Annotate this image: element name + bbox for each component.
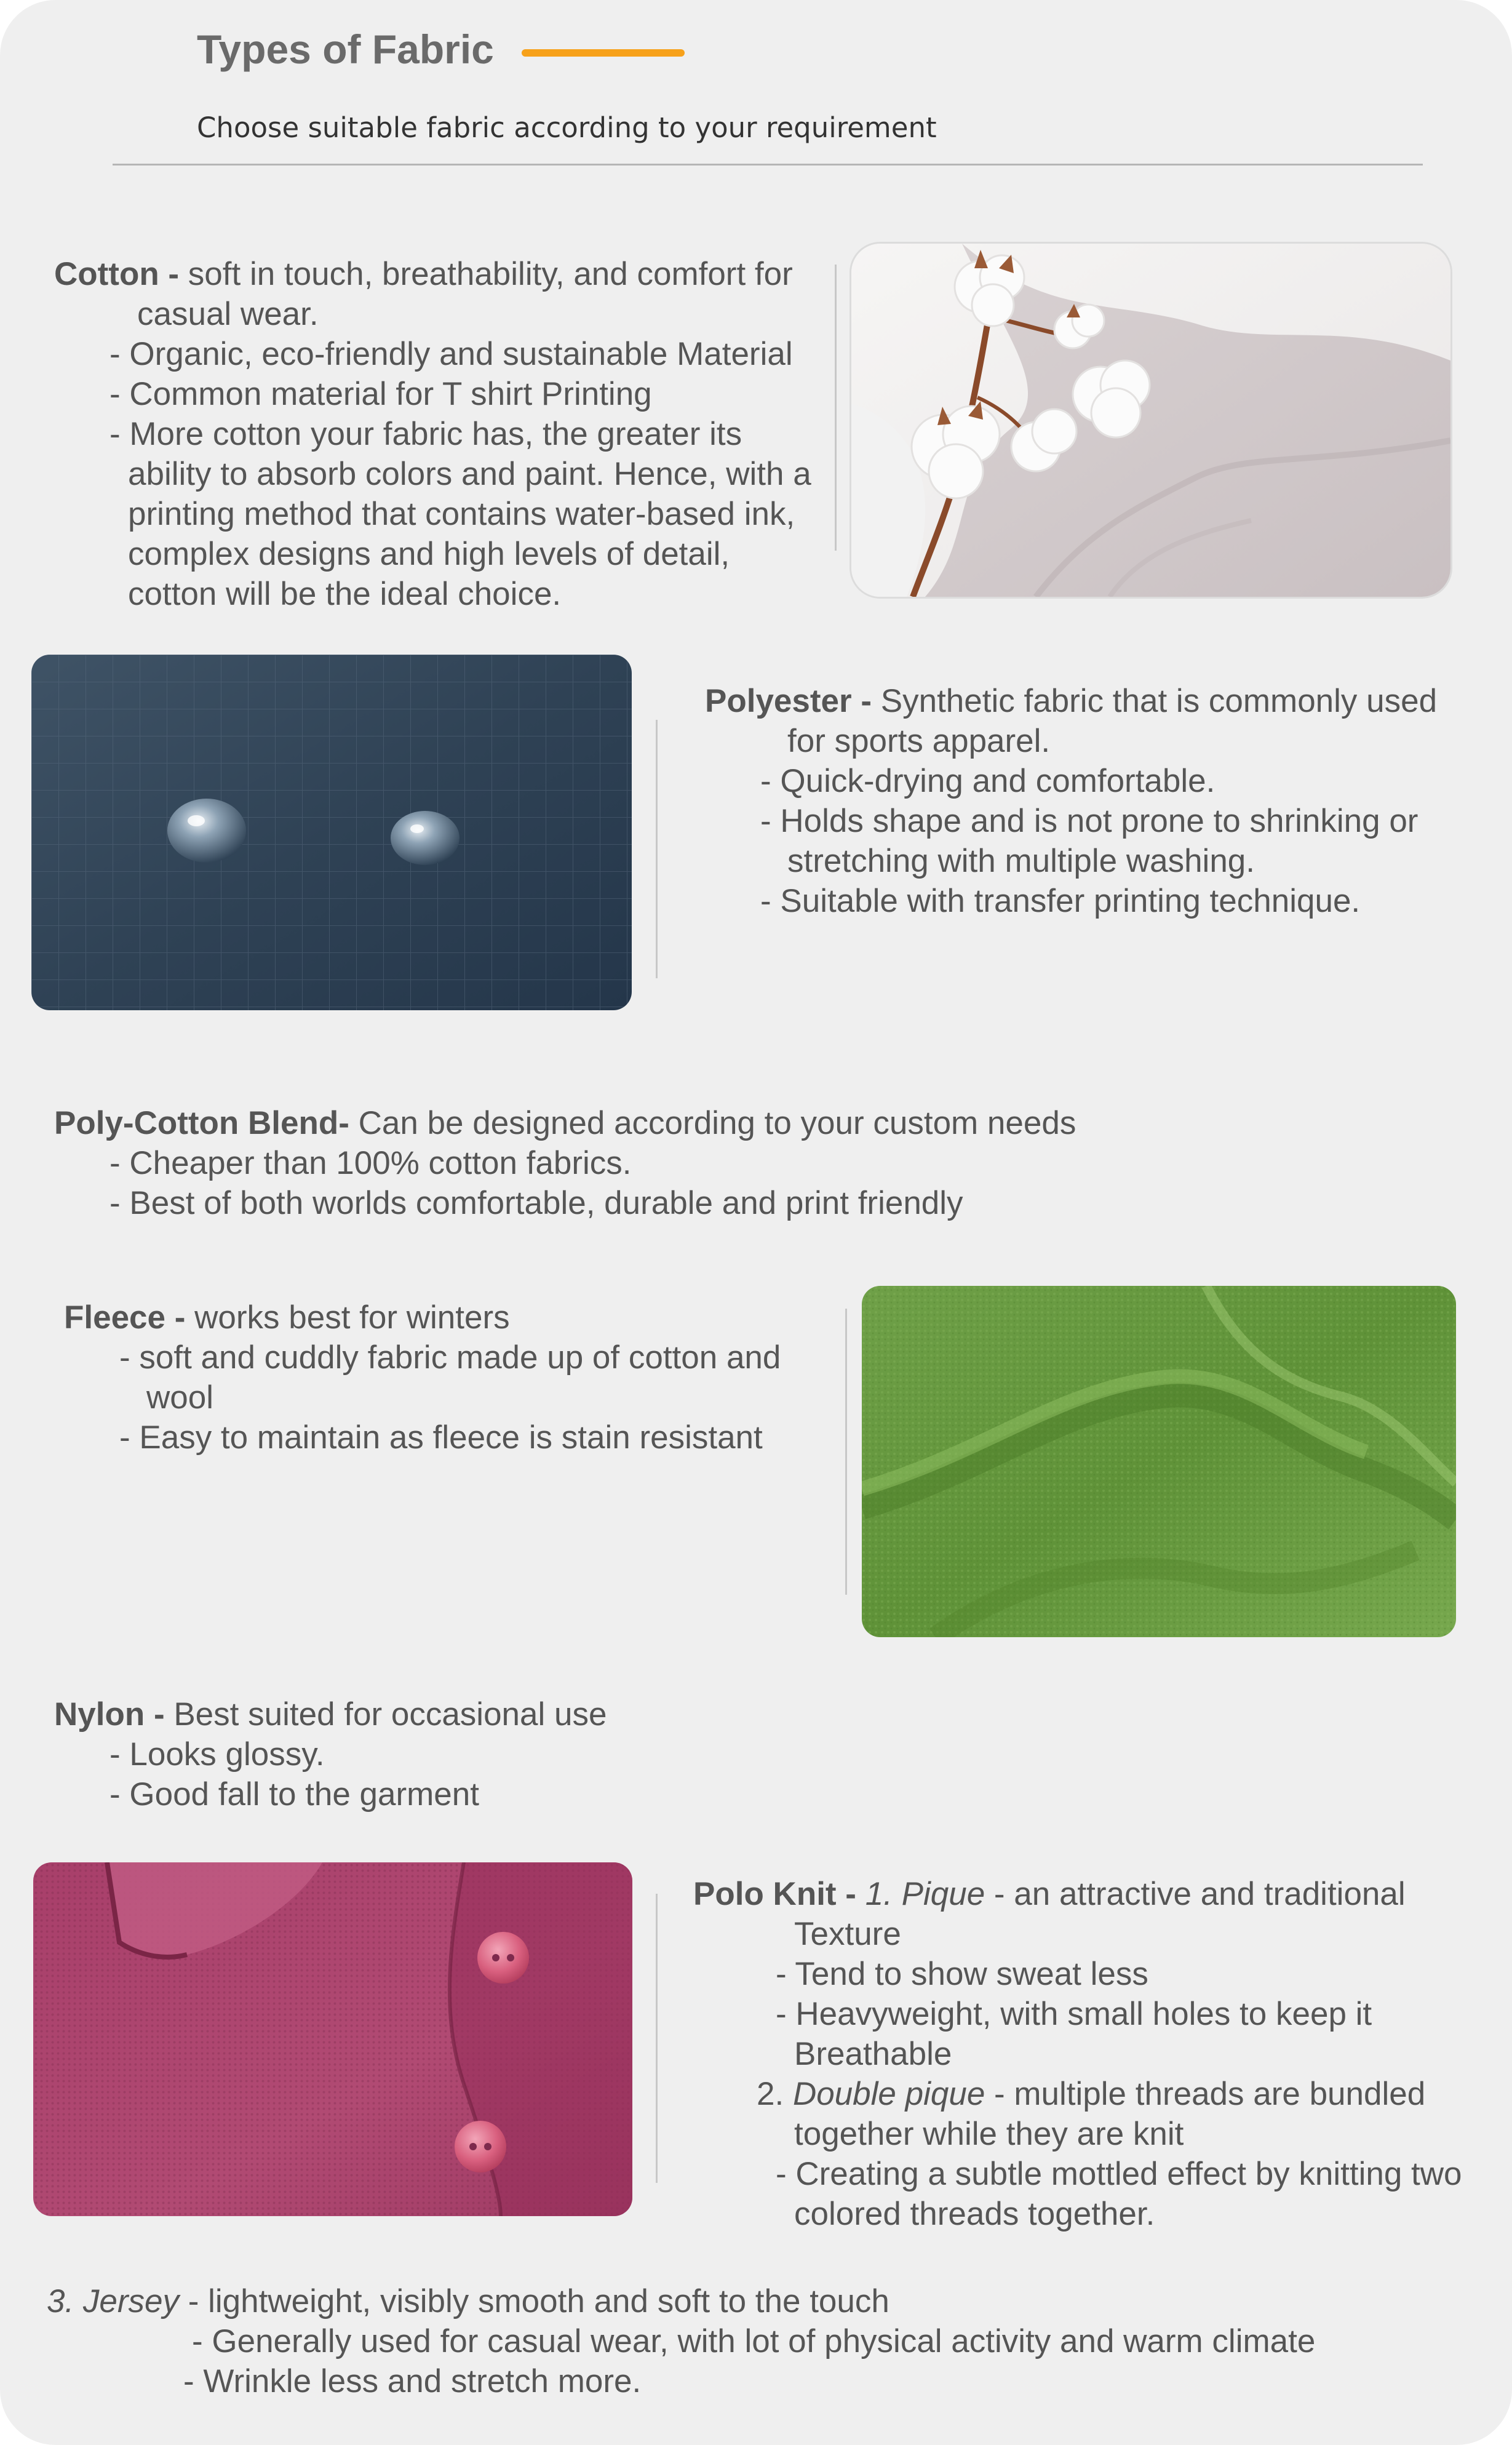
fleece-name: Fleece - <box>64 1299 186 1336</box>
cotton-flowers-photo <box>850 242 1452 599</box>
cotton-bullet-3-cont-1: ability to absorb colors and paint. Hence, with a <box>128 456 811 492</box>
polyester-section <box>705 681 1437 921</box>
polyester-name: Polyester - <box>705 683 872 719</box>
green-fleece-photo <box>862 1286 1456 1637</box>
polo-section <box>693 1874 1462 2234</box>
water-droplets-on-fabric-photo <box>31 655 632 1010</box>
cotton-divider <box>835 265 837 551</box>
page-subtitle: Choose suitable fabric according to your requirement <box>197 111 937 144</box>
cotton-section <box>54 254 811 614</box>
cotton-bullet-3-cont-2: printing method that contains water-based ink, <box>128 496 795 532</box>
cotton-line-2: casual wear. <box>137 296 319 332</box>
nylon-name: Nylon - <box>54 1696 165 1733</box>
cotton-bullet-2: - Common material for T shirt Printing <box>109 376 652 412</box>
polyester-bullet-3: - Suitable with transfer printing technique. <box>760 883 1361 919</box>
fleece-line-1: Fleece - works best for winters <box>64 1299 510 1336</box>
title-accent-bar <box>522 49 685 57</box>
polycotton-bullet-2: - Best of both worlds comfortable, durable and print friendly <box>109 1185 963 1221</box>
page-title: Types of Fabric <box>197 26 494 72</box>
header-divider <box>113 164 1423 166</box>
polycotton-name: Poly-Cotton Blend- <box>54 1105 349 1141</box>
jersey-bullet-2: - Wrinkle less and stretch more. <box>183 2363 642 2399</box>
jersey-bullet-1: - Generally used for casual wear, with lot of physical activity and warm climate <box>192 2323 1316 2359</box>
polo-divider <box>656 1894 658 2183</box>
polyester-divider <box>656 720 658 978</box>
polo-pique-bullet-1: - Tend to show sweat less <box>776 1956 1148 1992</box>
fleece-bullet-1-cont: wool <box>146 1379 214 1416</box>
cotton-bullet-1: - Organic, eco-friendly and sustainable Material <box>109 336 793 372</box>
polyester-bullet-2-cont: stretching with multiple washing. <box>787 843 1255 879</box>
polyester-bullet-1: - Quick-drying and comfortable. <box>760 763 1216 799</box>
nylon-line-1: Nylon - Best suited for occasional use <box>54 1696 607 1733</box>
polo-line-2: Texture <box>794 1916 901 1952</box>
cotton-bullet-3: - More cotton your fabric has, the greater its <box>109 416 742 452</box>
fleece-section <box>64 1298 781 1458</box>
polo-pique-bullet-2: - Heavyweight, with small holes to keep it <box>776 1996 1372 2032</box>
polyester-line-2: for sports apparel. <box>787 723 1051 759</box>
cotton-name: Cotton - <box>54 256 180 292</box>
polycotton-line-1: Poly-Cotton Blend- Can be designed according to your custom needs <box>54 1105 1076 1141</box>
jersey-line-1: 3. Jersey - lightweight, visibly smooth and soft to the touch <box>47 2283 889 2319</box>
polo-double-pique-bullet-1: - Creating a subtle mottled effect by knitting two <box>776 2156 1462 2192</box>
polo-double-pique-bullet-1-cont: colored threads together. <box>794 2196 1155 2232</box>
nylon-bullet-1: - Looks glossy. <box>109 1736 325 1773</box>
polyester-line-1: Polyester - Synthetic fabric that is commonly used <box>705 683 1438 719</box>
pink-polo-collar-photo <box>33 1862 632 2216</box>
double-pique-label: Double pique <box>792 2076 985 2112</box>
polo-double-pique-line: 2. Double pique - multiple threads are bundled <box>757 2076 1426 2112</box>
jersey-section <box>47 2281 1315 2401</box>
cotton-line-1: Cotton - soft in touch, breathability, and comfort for <box>54 256 793 292</box>
pique-label: 1. Pique <box>865 1876 985 1912</box>
polycotton-section <box>54 1103 1076 1223</box>
polo-line-1: Polo Knit - 1. Pique - an attractive and traditional <box>693 1876 1406 1912</box>
jersey-label: 3. Jersey <box>47 2283 180 2319</box>
cotton-bullet-3-cont-3: complex designs and high levels of detail, <box>128 536 730 572</box>
nylon-bullet-2: - Good fall to the garment <box>109 1776 479 1813</box>
nylon-section <box>54 1694 607 1814</box>
fleece-divider <box>845 1309 847 1595</box>
cotton-bullet-3-cont-4: cotton will be the ideal choice. <box>128 576 562 612</box>
polo-name: Polo Knit - <box>693 1876 865 1912</box>
polycotton-bullet-1: - Cheaper than 100% cotton fabrics. <box>109 1145 632 1181</box>
fleece-bullet-2: - Easy to maintain as fleece is stain resistant <box>119 1419 763 1456</box>
fleece-bullet-1: - soft and cuddly fabric made up of cotton and <box>119 1339 781 1376</box>
polyester-bullet-2: - Holds shape and is not prone to shrinking or <box>760 803 1418 839</box>
polo-pique-bullet-2-cont: Breathable <box>794 2036 952 2072</box>
polo-double-pique-cont: together while they are knit <box>794 2116 1184 2152</box>
